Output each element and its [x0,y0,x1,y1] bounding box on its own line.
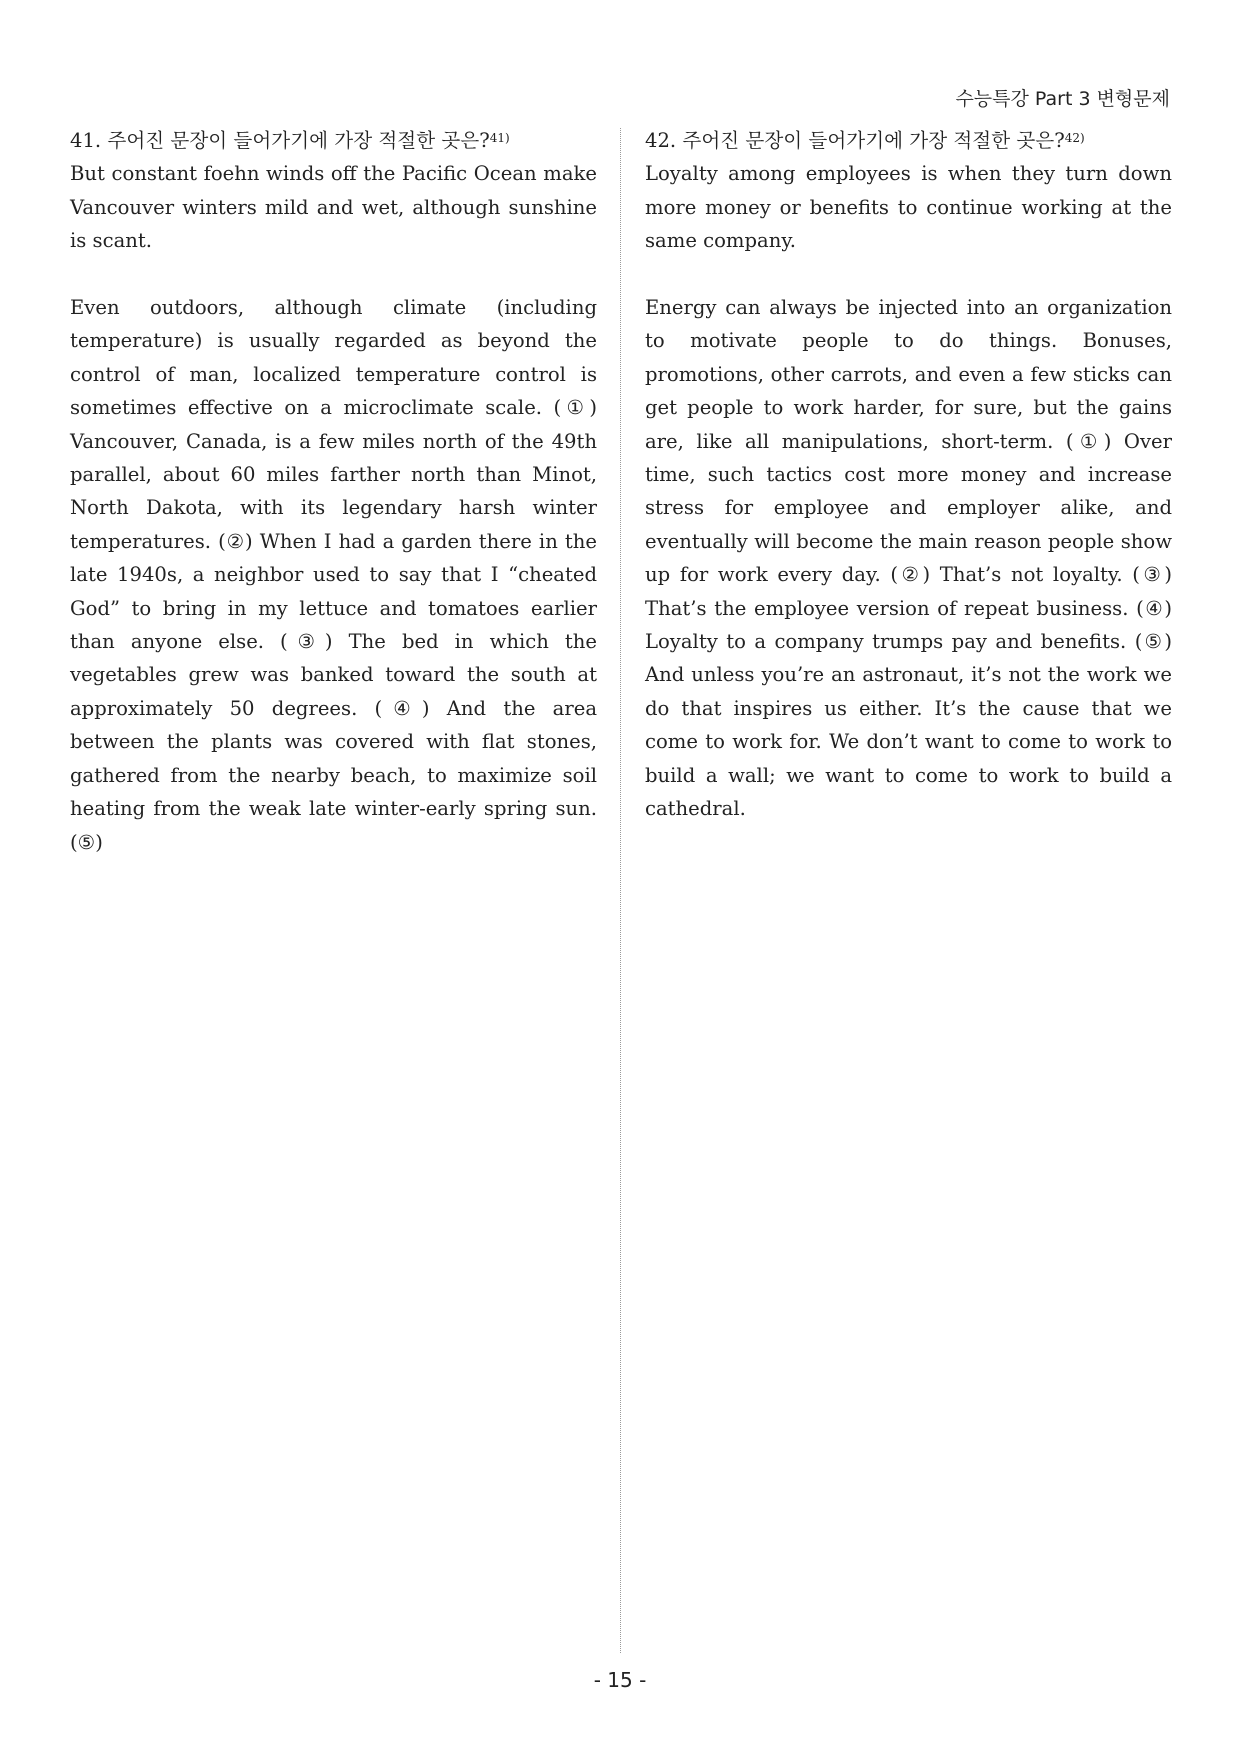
question-41 [70,124,597,859]
page-header: 수능특강 Part 3 변형문제 [955,88,1170,110]
given-sentence: Loyalty among employees is when they turn down more money or benefits to continue working at the same company. [645,162,1172,253]
question-title-text: 42. 주어진 문장이 들어가기에 가장 적절한 곳은? [645,129,1065,152]
footnote-marker: 41) [489,131,510,145]
question-title-text: 41. 주어진 문장이 들어가기에 가장 적절한 곳은? [70,129,490,152]
question-title [645,124,1172,157]
question-42 [645,124,1172,826]
column-divider [620,128,621,1653]
passage-text: Energy can always be injected into an organization to motivate people to do things. Bonuses, promotions, other carrots, and even a few sticks can get people to work harder, for sure, but the gains are, like all manipulations, short-term. (①) Over time, such tactics cost more money and increase stress for employee and employer alike, and eventually will become the main reason people show up for work every day. (②) That’s not loyalty. (③) That’s the employee version of repeat business. (④) Loyalty to a company trumps pay and benefits. (⑤) And unless you’re an astronaut, it’s not the work we do that inspires us either. It’s the cause that we come to work for. We don’t want to come to work to build a wall; we want to come to work to build a cathedral. [645,296,1172,821]
given-sentence: But constant foehn winds off the Pacific Ocean make Vancouver winters mild and wet, although sunshine is scant. [70,162,597,253]
footnote-marker: 42) [1064,131,1085,145]
page-number: - 15 - [593,1668,647,1692]
question-title [70,124,597,157]
passage-text: Even outdoors, although climate (including temperature) is usually regarded as beyond the control of man, localized temperature control is sometimes effective on a microclimate scale. (①) Vancouver, Canada, is a few miles north of the 49th parallel, about 60 miles farther north than Minot, North Dakota, with its legendary harsh winter temperatures. (②) When I had a garden there in the late 1940s, a neighbor used to say that I “cheated God” to bring in my lettuce and tomatoes earlier than anyone else. (③) The bed in which the vegetables grew was banked toward the south at approximately 50 degrees. (④) And the area between the plants was covered with flat stones, gathered from the nearby beach, to maximize soil heating from the weak late winter-early spring sun. (⑤) [70,296,597,854]
